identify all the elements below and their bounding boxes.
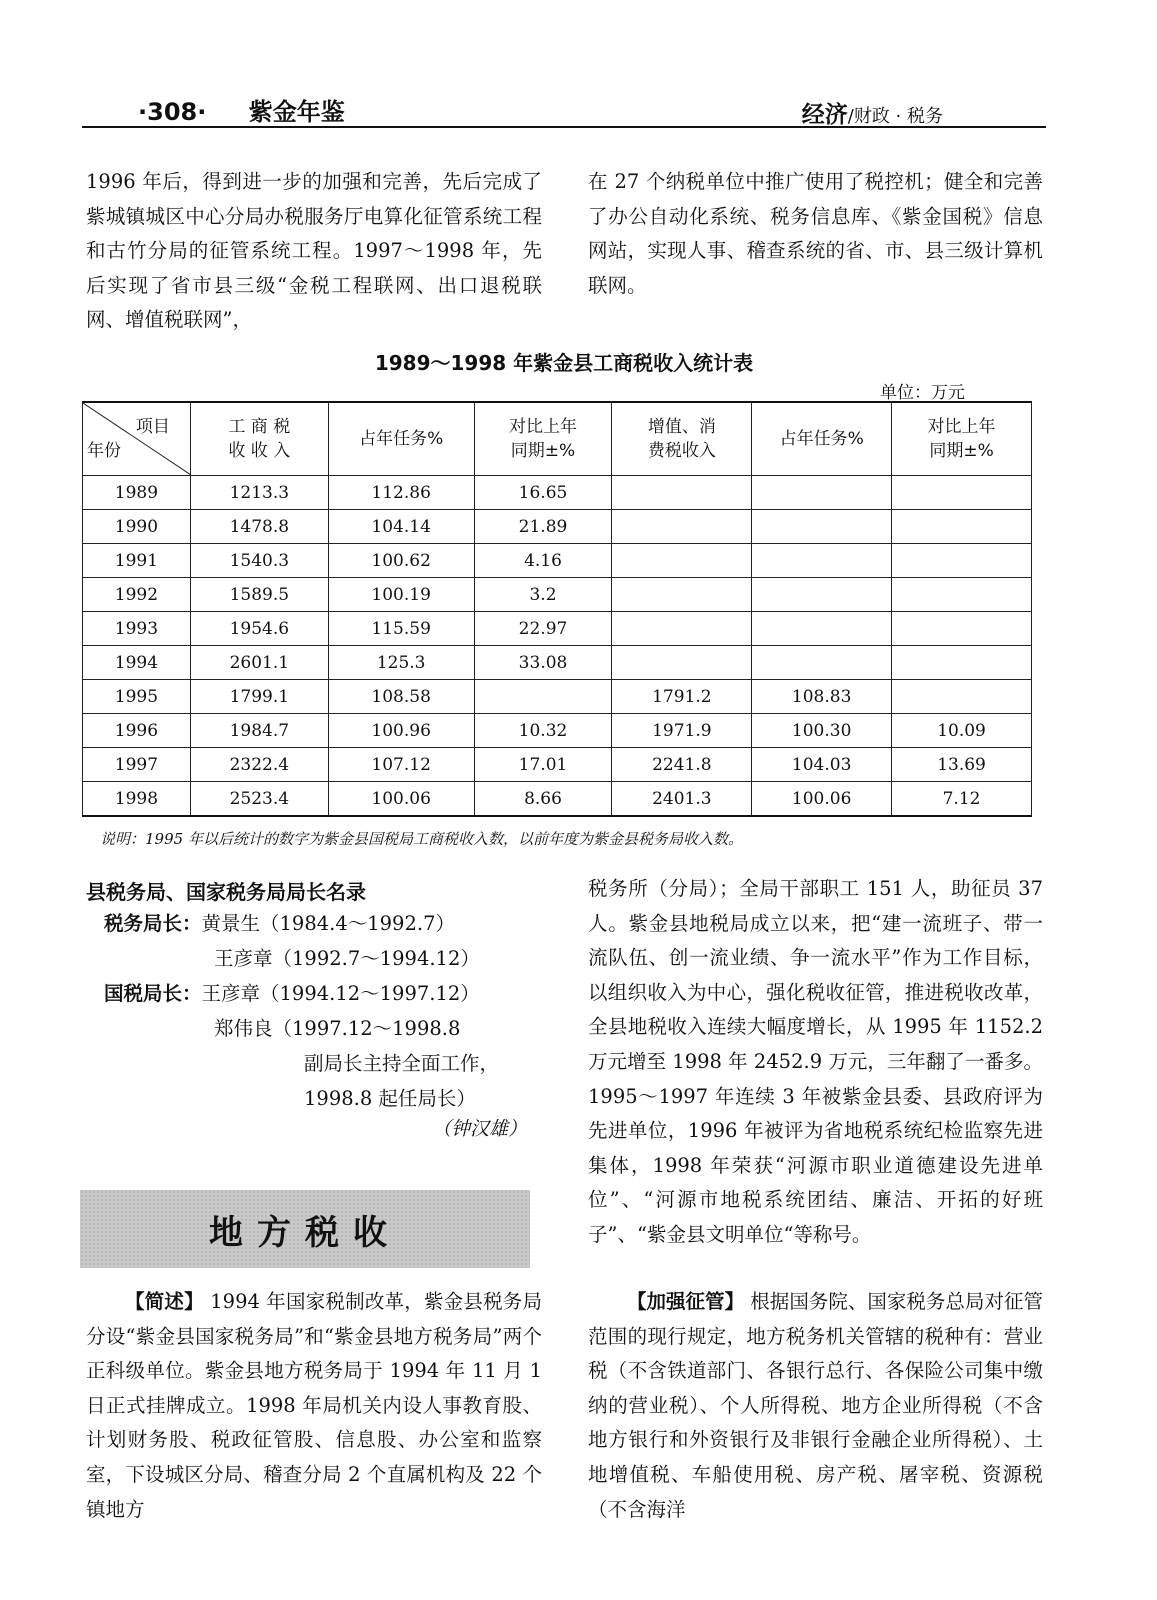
table-row <box>83 476 1032 510</box>
table-cell <box>752 510 892 544</box>
enforcement-tag: 【加强征管】 <box>627 1290 745 1313</box>
table-cell <box>612 476 752 510</box>
director-text: 王彦章（1992.7～1994.12） <box>214 947 480 970</box>
table-cell: 10.09 <box>892 714 1032 748</box>
table-cell: 1954.6 <box>190 612 328 646</box>
year-cell: 1992 <box>83 578 191 612</box>
page-header-left <box>138 92 345 127</box>
director-entry <box>214 942 480 977</box>
director-text: 1998.8 起任局长） <box>304 1087 476 1110</box>
top-left-paragraph: 1996 年后，得到进一步的加强和完善，先后完成了紫城镇城区中心分局办税服务厅电算化征管系统工程和古竹分局的征管系统工程。1997～1998 年，先后实现了省市县三级“金税工程联网、出口退税联网、增值税联网”， <box>86 170 542 332</box>
table-row <box>83 544 1032 578</box>
table-row <box>83 748 1032 782</box>
table-cell: 1984.7 <box>190 714 328 748</box>
right-column-paragraph: 税务所（分局）；全局干部职工 151 人，助征员 37 人。紫金县地税局成立以来，把“建一流班子、带一流队伍、创一流业绩、争一流水平”作为工作目标，以组织收入为中心，强化税收征管，推进税收改革，全县地税收入连续大幅度增长，从 1995 年 1152.2 万元增至 1998 年 2452.9 万元，三年翻了一番多。1995～1997 年连续 3 年被紫金县委、县政府评为先进单位，1996 年被评为省地税系统纪检监察先进集体，1998 年荣获“河源市职业道德建设先进单位”、“河源市地税系统团结、廉洁、开拓的好班子”、“紫金县文明单位“等称号。 <box>588 877 1043 1246</box>
table-cell: 2241.8 <box>612 748 752 782</box>
section-banner <box>80 1190 530 1268</box>
table-cell: 1589.5 <box>190 578 328 612</box>
section-main: 经济 <box>801 102 848 128</box>
table-cell: 125.3 <box>328 646 474 680</box>
table-cell: 115.59 <box>328 612 474 646</box>
table-header-row <box>83 402 1032 476</box>
book-title: 紫金年鉴 <box>248 98 345 126</box>
table-note: 说明：1995 年以后统计的数字为紫金县国税局工商税收入数，以前年度为紫金县税务局收入数。 <box>100 830 743 848</box>
table-cell: 100.06 <box>328 782 474 817</box>
table-cell <box>892 612 1032 646</box>
director-entry <box>104 907 455 942</box>
table-cell <box>752 544 892 578</box>
table-cell: 1791.2 <box>612 680 752 714</box>
table-header-cell: 对比上年 同期±% <box>474 402 612 476</box>
top-right-paragraph: 在 27 个纳税单位中推广使用了税控机；健全和完善了办公自动化系统、税务信息库、《紫金国税》信息网站，实现人事、稽查系统的省、市、县三级计算机联网。 <box>588 170 1043 297</box>
table-cell <box>612 612 752 646</box>
overview-tag: 【简述】 <box>125 1290 204 1313</box>
table-cell: 2401.3 <box>612 782 752 817</box>
table-cell: 10.32 <box>474 714 612 748</box>
table-cell: 1799.1 <box>190 680 328 714</box>
table-unit: 单位：万元 <box>880 383 965 403</box>
director-entry <box>214 1012 460 1047</box>
table-header-cell: 对比上年 同期±% <box>892 402 1032 476</box>
enforcement-text: 根据国务院、国家税务总局对征管范围的现行规定，地方税务机关管辖的税种有：营业税（不含铁道部门、各银行总行、各保险公司集中缴纳的营业税）、个人所得税、地方企业所得税（不含地方银行和外资银行及非银行金融企业所得税）、土地增值税、车船使用税、房产税、屠宰税、资源税（不含海洋 <box>588 1290 1043 1521</box>
table-cell: 2523.4 <box>190 782 328 817</box>
page-number: ·308· <box>138 98 207 126</box>
director-entry <box>304 1082 476 1117</box>
tax-revenue-table <box>82 401 1032 817</box>
director-text: 王彦章（1994.12～1997.12） <box>201 982 480 1005</box>
table-cell: 2601.1 <box>190 646 328 680</box>
table-row <box>83 782 1032 817</box>
year-cell: 1991 <box>83 544 191 578</box>
table-row <box>83 680 1032 714</box>
table-cell: 1540.3 <box>190 544 328 578</box>
table-cell <box>892 544 1032 578</box>
header-rule <box>82 126 1046 128</box>
banner-title: 地方税收 <box>209 1212 401 1253</box>
table-cell: 22.97 <box>474 612 612 646</box>
table-row <box>83 714 1032 748</box>
year-cell: 1990 <box>83 510 191 544</box>
director-text: 副局长主持全面工作， <box>304 1052 500 1075</box>
table-cell: 13.69 <box>892 748 1032 782</box>
table-row <box>83 646 1032 680</box>
table-cell <box>892 646 1032 680</box>
table-row <box>83 612 1032 646</box>
table-cell <box>612 578 752 612</box>
table-cell: 104.03 <box>752 748 892 782</box>
table-corner-cell <box>83 402 191 476</box>
overview-text: 1994 年国家税制改革，紫金县税务局分设“紫金县国家税务局”和“紫金县地方税务局”两个正科级单位。紫金县地方税务局于 1994 年 11 月 1 日正式挂牌成立。1998 年局机关内设人事教育股、计划财务股、税政征管股、信息股、办公室和监察室，下设城区分局、稽查分局 2 个直属机构及 22 个镇地方 <box>86 1290 543 1521</box>
year-cell: 1998 <box>83 782 191 817</box>
table-header-cell: 增值、消 费税收入 <box>612 402 752 476</box>
table-cell: 3.2 <box>474 578 612 612</box>
table-cell <box>612 544 752 578</box>
year-cell: 1997 <box>83 748 191 782</box>
table-cell <box>892 510 1032 544</box>
table-cell: 100.62 <box>328 544 474 578</box>
director-role: 国税局长： <box>104 982 202 1005</box>
table-cell: 108.83 <box>752 680 892 714</box>
table-title: 1989～1998 年紫金县工商税收入统计表 <box>374 351 754 375</box>
director-text: 黄景生（1984.4～1992.7） <box>201 912 455 935</box>
table-cell <box>752 476 892 510</box>
table-cell <box>752 646 892 680</box>
table-body <box>83 476 1032 817</box>
enforcement-paragraph <box>588 1285 1043 1527</box>
table-row <box>83 510 1032 544</box>
table-header-cell: 占年任务% <box>328 402 474 476</box>
table-cell: 107.12 <box>328 748 474 782</box>
table-cell <box>892 680 1032 714</box>
corner-top-label: 项目 <box>135 417 170 437</box>
director-entry <box>304 1047 499 1082</box>
table-cell <box>752 612 892 646</box>
year-cell: 1993 <box>83 612 191 646</box>
table-cell: 21.89 <box>474 510 612 544</box>
overview-paragraph <box>86 1285 542 1527</box>
table-cell: 108.58 <box>328 680 474 714</box>
table-cell: 1971.9 <box>612 714 752 748</box>
table-cell: 1478.8 <box>190 510 328 544</box>
section-sub: /财政 · 税务 <box>847 106 943 127</box>
table-cell <box>892 578 1032 612</box>
director-text: 郑伟良（1997.12～1998.8 <box>214 1017 461 1040</box>
table-header-cell: 占年任务% <box>752 402 892 476</box>
table-cell: 2322.4 <box>190 748 328 782</box>
table-cell: 16.65 <box>474 476 612 510</box>
author-credit: （钟汉雄） <box>432 1118 528 1140</box>
table-cell: 1213.3 <box>190 476 328 510</box>
corner-bottom-label: 年份 <box>87 441 121 461</box>
table-cell <box>612 510 752 544</box>
table-cell <box>474 680 612 714</box>
table-cell: 8.66 <box>474 782 612 817</box>
table-cell: 17.01 <box>474 748 612 782</box>
director-role: 税务局长： <box>104 912 202 935</box>
table-cell: 100.06 <box>752 782 892 817</box>
directors-heading: 县税务局、国家税务局局长名录 <box>86 880 366 904</box>
table-cell: 7.12 <box>892 782 1032 817</box>
table-cell: 104.14 <box>328 510 474 544</box>
table-cell <box>612 646 752 680</box>
table-cell: 100.96 <box>328 714 474 748</box>
table-row <box>83 578 1032 612</box>
year-cell: 1989 <box>83 476 191 510</box>
director-entry <box>104 977 480 1012</box>
table-cell <box>752 578 892 612</box>
table-cell: 100.30 <box>752 714 892 748</box>
year-cell: 1995 <box>83 680 191 714</box>
table-cell <box>892 476 1032 510</box>
year-cell: 1994 <box>83 646 191 680</box>
table-cell: 4.16 <box>474 544 612 578</box>
table-header-cell: 工 商 税 收 收 入 <box>190 402 328 476</box>
table-cell: 100.19 <box>328 578 474 612</box>
table-cell: 112.86 <box>328 476 474 510</box>
table-cell: 33.08 <box>474 646 612 680</box>
page-header-right <box>802 96 943 129</box>
year-cell: 1996 <box>83 714 191 748</box>
